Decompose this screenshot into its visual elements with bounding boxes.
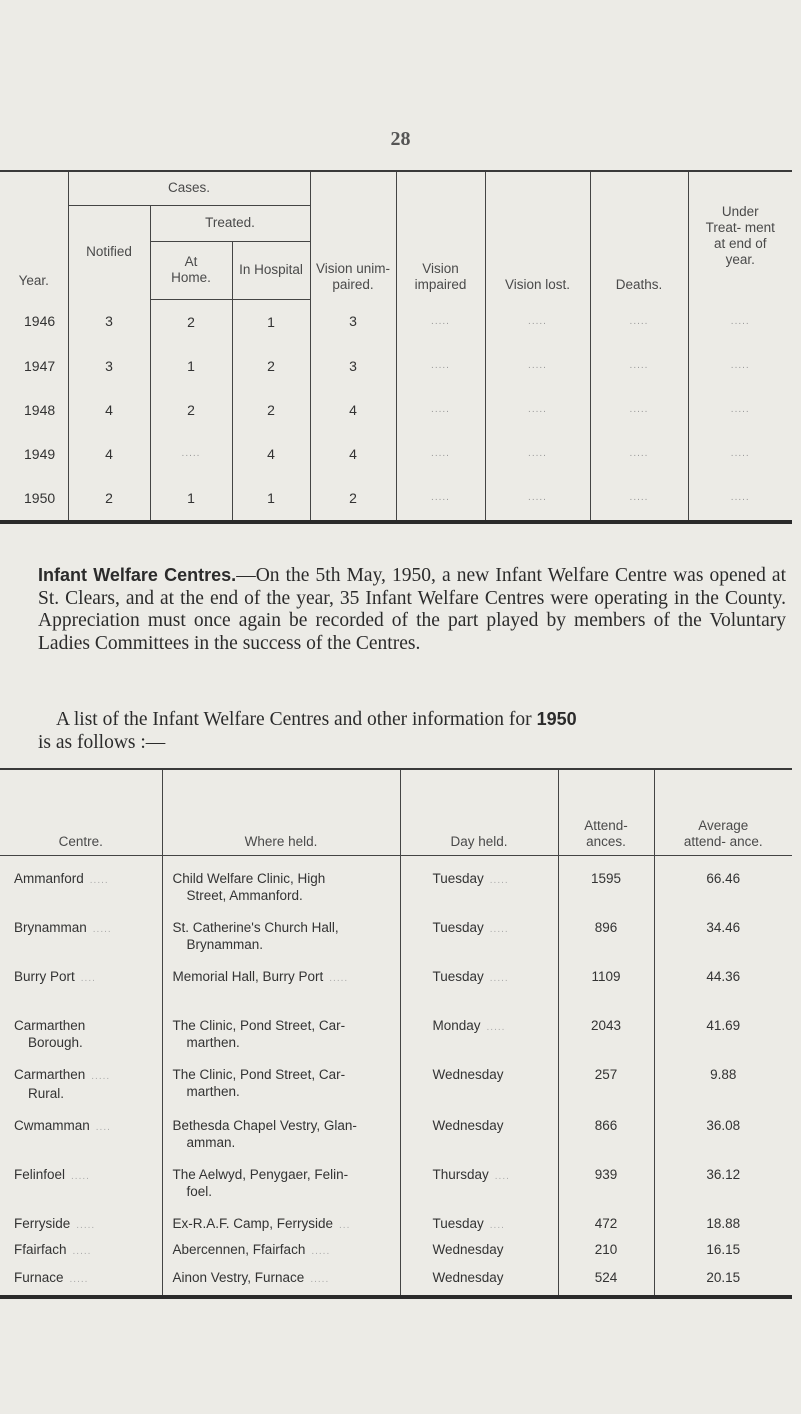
table-row [0,432,792,476]
centre-name: Carmarthen [14,1018,86,1033]
centre-cell [0,1003,162,1052]
dot-leader: ..... [76,1220,96,1231]
centre-cell [0,1235,162,1263]
table-row [0,299,792,344]
dot-leader: ... [339,1220,351,1231]
deaths-cell: ..... [590,388,688,432]
day-cell [400,1003,558,1052]
where-cell [162,954,400,1003]
intro-year: 1950 [536,709,577,729]
header-under-treatment: Under Treat- ment at end of year. [688,171,792,299]
day-cell [400,1263,558,1297]
average-cell: 36.12 [654,1152,792,1201]
where-cell [162,1235,400,1263]
vision-lost-cell: ..... [485,388,590,432]
header-where: Where held. [162,769,400,856]
dot-leader: .... [489,1220,505,1231]
day-name: Wednesday [432,1242,504,1257]
notified-cell: 2 [68,476,150,522]
day-name: Wednesday [432,1270,504,1285]
day-name: Wednesday [432,1067,504,1082]
header-average: Average attend- ance. [654,769,792,856]
notified-cell: 4 [68,432,150,476]
dot-leader: ..... [486,1022,506,1033]
intro-text: A list of the Infant Welfare Centres and other information for [56,709,532,730]
where-cell [162,1003,400,1052]
in-hospital-cell: 4 [232,432,310,476]
where-cell [162,856,400,906]
where-cell [162,1052,400,1103]
where-cell [162,1201,400,1235]
header-attendances: Attend- ances. [558,769,654,856]
attendances-cell: 1595 [558,856,654,906]
in-hospital-cell: 1 [232,299,310,344]
centre-cell [0,954,162,1003]
dot-leader: ..... [311,1246,331,1257]
centre-cell [0,1152,162,1201]
header-treated: Treated. [150,205,310,241]
day-cell [400,1152,558,1201]
average-cell: 9.88 [654,1052,792,1103]
day-name: Thursday [432,1167,489,1182]
average-cell: 16.15 [654,1235,792,1263]
table-row [0,1152,792,1201]
where-line-1: Bethesda Chapel Vestry, Glan- [172,1118,357,1133]
where-line-1: The Clinic, Pond Street, Car- [172,1067,346,1082]
where-cell [162,1103,400,1152]
year-cell: 1948 [24,401,56,418]
under-treatment-cell: ..... [688,476,792,522]
deaths-cell: ..... [590,299,688,344]
centre-name: Furnace [14,1270,64,1285]
average-cell: 34.46 [654,905,792,954]
table-row [0,1052,792,1103]
vision-impaired-cell: ..... [396,299,485,344]
at-home-cell: ..... [150,432,232,476]
at-home-cell: 2 [150,299,232,344]
centre-cell [0,1103,162,1152]
centre-cell [0,905,162,954]
header-vision-impaired: Vision impaired [396,171,485,299]
day-cell [400,1201,558,1235]
where-line-2: foel. [186,1184,213,1199]
centre-name: Carmarthen [14,1067,86,1082]
vision-unimpaired-cell: 4 [310,432,396,476]
average-cell: 41.69 [654,1003,792,1052]
day-name: Tuesday [432,969,484,984]
vision-impaired-cell: ..... [396,344,485,388]
where-line-1: St. Catherine's Church Hall, [172,920,339,935]
under-treatment-cell: ..... [688,299,792,344]
centres-table [0,768,792,1299]
year-cell: 1950 [0,476,68,522]
where-line-1: Ex-R.A.F. Camp, Ferryside [172,1216,334,1231]
dot-leader: .... [95,1122,111,1133]
centre-cell [0,1052,162,1103]
attendances-cell: 210 [558,1235,654,1263]
vision-unimpaired-cell: 2 [310,476,396,522]
attendances-cell: 1109 [558,954,654,1003]
centre-cell [0,856,162,906]
at-home-cell: 2 [150,388,232,432]
centre-name: Felinfoel [14,1167,66,1182]
centre-name-line-2: Rural. [28,1086,65,1101]
vision-unimpaired-cell: 3 [310,299,396,344]
day-name: Wednesday [432,1118,504,1133]
where-cell [162,1152,400,1201]
notified-cell: 4 [68,388,150,432]
average-cell: 44.36 [654,954,792,1003]
day-cell [400,1103,558,1152]
attendances-cell: 939 [558,1152,654,1201]
under-treatment-cell: ..... [688,388,792,432]
dot-leader: ..... [91,1071,111,1082]
day-cell [400,1052,558,1103]
dot-leader: ..... [489,875,509,886]
where-line-2: marthen. [186,1084,240,1099]
centre-name: Brynamman [14,920,87,935]
attendances-cell: 257 [558,1052,654,1103]
attendances-cell: 2043 [558,1003,654,1052]
day-cell [400,856,558,906]
table-row [0,1103,792,1152]
table-row [0,388,792,432]
day-cell [400,1235,558,1263]
section-heading: Infant Welfare Centres. [38,565,237,585]
centre-cell [0,1263,162,1297]
vision-lost-cell: ..... [485,344,590,388]
notified-cell: 3 [68,344,150,388]
at-home-cell: 1 [150,344,232,388]
where-line-2: amman. [186,1135,236,1150]
header-at-home: At Home. [150,241,232,299]
centre-name: Ammanford [14,871,84,886]
in-hospital-cell: 2 [232,388,310,432]
list-intro-paragraph [38,708,786,754]
header-deaths: Deaths. [590,171,688,299]
vision-impaired-cell: ..... [396,388,485,432]
header-vision-lost: Vision lost. [485,171,590,299]
dot-leader: ..... [92,924,112,935]
table-row [0,856,792,906]
centre-name: Burry Port [14,969,75,984]
day-cell [400,954,558,1003]
where-line-1: The Aelwyd, Penygaer, Felin- [172,1167,349,1182]
average-cell: 20.15 [654,1263,792,1297]
notified-cell: 3 [68,299,150,344]
table-row [0,1235,792,1263]
average-cell: 66.46 [654,856,792,906]
deaths-cell: ..... [590,476,688,522]
attendances-cell: 866 [558,1103,654,1152]
day-name: Tuesday [432,920,484,935]
attendances-cell: 524 [558,1263,654,1297]
dot-leader: ..... [72,1246,92,1257]
header-in-hospital: In Hospital [232,241,310,299]
vision-lost-cell: ..... [485,299,590,344]
vision-unimpaired-cell: 3 [310,344,396,388]
centre-name: Ffairfach [14,1242,67,1257]
vision-unimpaired-cell: 4 [310,388,396,432]
where-cell [162,905,400,954]
where-line-1: Child Welfare Clinic, High [172,871,326,886]
dot-leader: ..... [89,875,109,886]
vision-lost-cell: ..... [485,432,590,476]
dot-leader: ..... [329,973,349,984]
dot-leader: ..... [310,1274,330,1285]
dot-leader: ..... [69,1274,89,1285]
header-year: Year. [0,171,68,299]
deaths-cell: ..... [590,432,688,476]
header-vision-unimpaired: Vision unim- paired. [310,171,396,299]
vision-impaired-cell: ..... [396,476,485,522]
centre-name-line-2: Borough. [28,1035,83,1050]
where-cell [162,1263,400,1297]
average-cell: 36.08 [654,1103,792,1152]
day-name: Tuesday [432,1216,484,1231]
where-line-2: Street, Ammanford. [186,888,303,903]
where-line-1: Ainon Vestry, Furnace [172,1270,305,1285]
dot-leader: .... [80,973,96,984]
where-line-1: Memorial Hall, Burry Port [172,969,324,984]
vision-impaired-cell: ..... [396,432,485,476]
in-hospital-cell: 1 [232,476,310,522]
where-line-2: Brynamman. [186,937,264,952]
intro-tail: is as follows :— [38,731,166,753]
where-line-1: The Clinic, Pond Street, Car- [172,1018,346,1033]
vision-lost-cell: ..... [485,476,590,522]
day-name: Monday [432,1018,481,1033]
dot-leader: ..... [489,973,509,984]
deaths-cell: ..... [590,344,688,388]
header-day: Day held. [400,769,558,856]
header-centre: Centre. [0,769,162,856]
day-name: Tuesday [432,871,484,886]
centre-name: Ferryside [14,1216,71,1231]
header-notified: Notified [68,205,150,299]
under-treatment-cell: ..... [688,432,792,476]
table-row [0,344,792,388]
year-cell: 1946 [24,313,56,330]
paragraph-text: —On the 5th May, 1950, a new Infant Welfare Centre was opened at St. Clears, and at the end of the year, 35 Infant Welfare Centres were operating in the County. Appreciation must once again be recorded of the part played by members of the Voluntary Ladies Committees in the success of the Centres. [38,565,786,654]
year-cell: 1947 [24,357,56,374]
cases-table [0,170,792,524]
in-hospital-cell: 2 [232,344,310,388]
table-row [0,1003,792,1052]
centre-name: Cwmamman [14,1118,90,1133]
infant-welfare-paragraph [38,564,786,655]
average-cell: 18.88 [654,1201,792,1235]
table-row [0,1263,792,1297]
dot-leader: .... [494,1171,510,1182]
where-line-2: marthen. [186,1035,240,1050]
attendances-cell: 472 [558,1201,654,1235]
dot-leader: ..... [489,924,509,935]
table-row [0,954,792,1003]
page-number: 28 [390,128,411,150]
where-line-1: Abercennen, Ffairfach [172,1242,306,1257]
centre-cell [0,1201,162,1235]
day-cell [400,905,558,954]
table-row [0,905,792,954]
attendances-cell: 896 [558,905,654,954]
header-cases: Cases. [68,171,310,205]
at-home-cell: 1 [150,476,232,522]
under-treatment-cell: ..... [688,344,792,388]
table-row [0,1201,792,1235]
dot-leader: ..... [71,1171,90,1182]
table-row [0,476,792,522]
year-cell: 1949 [24,445,56,462]
